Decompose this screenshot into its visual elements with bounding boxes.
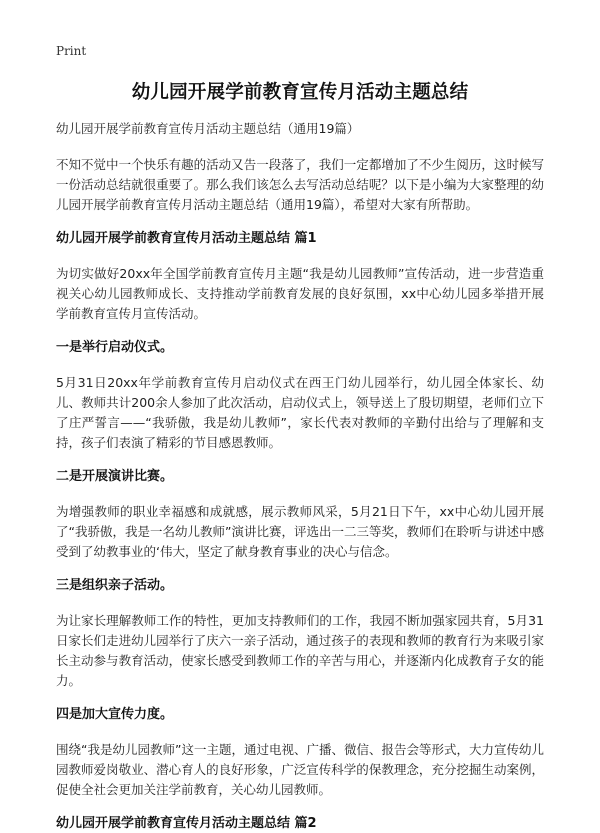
item-paragraph-1: 5月31日20xx年学前教育宣传月启动仪式在西王门幼儿园举行，幼儿园全体家长、幼儿、教师共计200余人参加了此次活动，启动仪式上，领导送上了殷切期望，老师们立下了庄严誓言——“我骄傲，我是幼儿教师”，家长代表对教师的辛勤付出给与了理解和支持，孩子们表演了精彩的节目感恩教师。 [56,375,544,450]
item-paragraph-4: 围绕“我是幼儿园教师”这一主题，通过电视、广播、微信、报告会等形式，大力宣传幼儿园教师爱岗敬业、潜心育人的良好形象，广泛宣传科学的保教理念，充分挖掘生动案例，促使全社会更加关注学前教育，关心幼儿园教师。 [56,742,544,797]
section-heading-1: 幼儿园开展学前教育宣传月活动主题总结 篇1 [56,231,317,246]
intro-paragraph: 不知不觉中一个快乐有趣的活动又告一段落了，我们一定都增加了不少生阅历，这时候写一份活动总结就很重要了。那么我们该怎么去写活动总结呢？以下是小编为大家整理的幼儿园开展学前教育宣传月活动主题总结（通用19篇），希望对大家有所帮助。 [56,157,544,212]
item-heading-3: 三是组织亲子活动。 [56,578,174,593]
page-title: 幼儿园开展学前教育宣传月活动主题总结 [131,82,469,103]
item-heading-1: 一是举行启动仪式。 [56,340,174,355]
item-paragraph-2: 为增强教师的职业幸福感和成就感，展示教师风采，5月21日下午，xx中心幼儿园开展了“我骄傲，我是一名幼儿教师”演讲比赛，评选出一二三等奖，教师们在聆听与讲述中感受到了幼教事业的‘伟大，坚定了献身教育事业的决心与信念。 [56,504,544,559]
section-1-intro-paragraph: 为切实做好20xx年全国学前教育宣传月主题“我是幼儿园教师”宣传活动，进一步营造重视关心幼儿园教师成长、支持推动学前教育发展的良好氛围，xx中心幼儿园多举措开展学前教育宣传月宣传活动。 [56,266,544,321]
subtitle: 幼儿园开展学前教育宣传月活动主题总结（通用19篇） [56,121,360,136]
item-heading-2: 二是开展演讲比赛。 [56,469,174,484]
print-link[interactable]: Print [56,44,87,58]
section-heading-2: 幼儿园开展学前教育宣传月活动主题总结 篇2 [56,816,317,831]
item-heading-4: 四是加大宣传力度。 [56,707,174,722]
item-paragraph-3: 为让家长理解教师工作的特性，更加支持教师们的工作，我园不断加强家园共育，5月31日家长们走进幼儿园举行了庆六一亲子活动，通过孩子的表现和教师的教育行为来吸引家长主动参与教育活动，使家长感受到教师工作的辛苦与用心，并逐渐内化成教育子女的能力。 [56,613,544,688]
